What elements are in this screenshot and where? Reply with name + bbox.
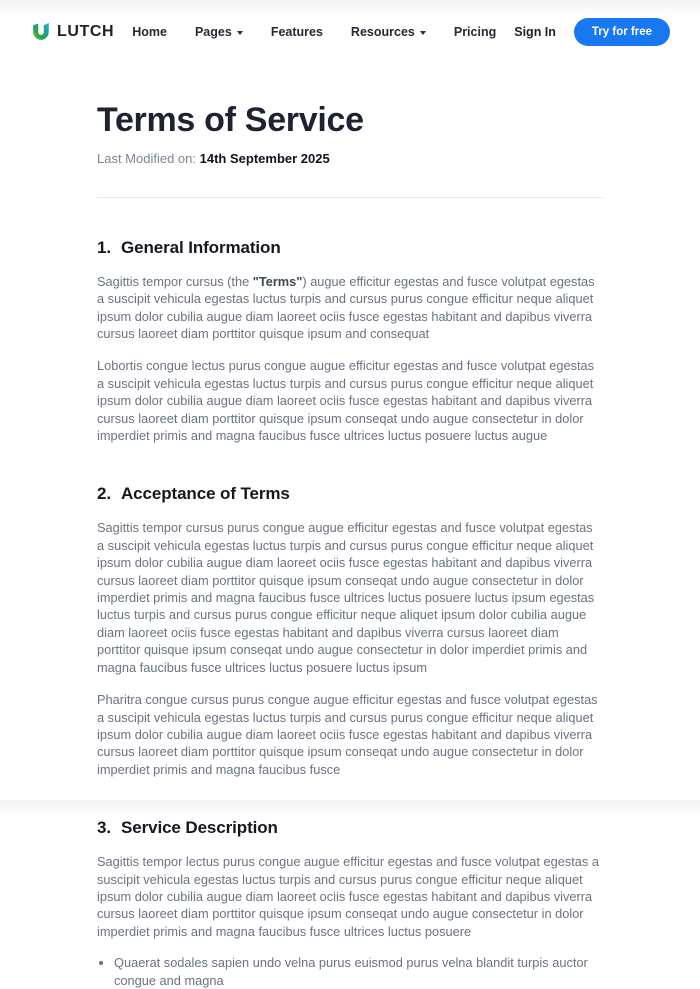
section-heading <box>97 818 603 838</box>
section-title: General Information <box>120 237 281 257</box>
nav-item-label: Pages <box>194 25 232 39</box>
terms-of-service-page <box>97 100 603 989</box>
sign-in-link[interactable]: Sign In <box>514 25 556 39</box>
section-service-description <box>97 818 603 989</box>
paragraph: Pharitra congue cursus purus congue augue efficitur egestas and fusce volutpat egestas a suscipit vehicula egestas luctus turpis and cursus purus congue efficitur neque aliquet ipsum dolor cubilia augue diam laoreet ociis fusce egestas habitant and dapibus viverra cursus laoreet diam porttitor quisque ipsum conseqat undo augue consectetur in dolor imperdiet primis and magna faucibus fusce <box>97 692 598 777</box>
page-title: Terms of Service <box>97 101 364 139</box>
section-number: 1. <box>97 237 111 257</box>
divider <box>97 197 603 198</box>
header-actions <box>514 18 670 46</box>
paragraph: Sagittis tempor lectus purus congue augue efficitur egestas and fusce volutpat egestas a suscipit vehicula egestas luctus turpis and cursus purus congue efficitur neque aliquet ipsum dolor cubilia augue diam laoreet ociis fusce egestas habitant and dapibus viverra cursus laoreet diam porttitor quisque ipsum conseqat undo augue consectetur in dolor imperdiet primis and magna faucibus fusce ultrices luctus posuere <box>97 854 599 939</box>
bullet-item: • Quaerat sodales sapien undo velna purus euismod purus velna blandit turpis auctor congue and magna <box>114 954 603 989</box>
nav-item-label: Features <box>270 25 323 39</box>
paragraph: Lobortis congue lectus purus congue augue efficitur egestas and fusce volutpat egestas a suscipit vehicula egestas luctus turpis and cursus purus congue efficitur neque aliquet ipsum dolor cubilia augue diam laoreet ociis fusce egestas habitant and dapibus viverra cursus laoreet diam porttitor quisque ipsum conseqat undo augue consectetur in dolor imperdiet primis and magna faucibus fusce ultrices luctus posuere luctus augue <box>97 358 595 444</box>
last-modified-line <box>97 151 603 166</box>
nav-item-pricing[interactable] <box>454 25 496 39</box>
main-nav <box>114 25 514 39</box>
section-acceptance-of-terms <box>97 484 603 778</box>
section-title: Acceptance of Terms <box>120 484 290 504</box>
nav-item-label: Resources <box>350 25 415 39</box>
bullet-list <box>97 954 603 989</box>
nav-item-pages[interactable] <box>195 25 243 39</box>
section-number: 2. <box>97 484 111 504</box>
section-general-information <box>97 238 603 445</box>
last-modified-label: Last Modified on: <box>97 150 197 166</box>
nav-item-label: Pricing <box>453 25 497 39</box>
section-heading <box>97 484 603 504</box>
last-modified-date: 14th September 2025 <box>199 150 330 166</box>
chevron-down-icon <box>420 31 426 35</box>
nav-item-features[interactable] <box>271 25 323 39</box>
top-navigation-bar <box>0 0 700 64</box>
try-for-free-button[interactable]: Try for free <box>574 18 670 46</box>
nav-item-home[interactable] <box>132 25 167 39</box>
paragraph <box>97 273 603 343</box>
paragraph-text: Sagittis tempor cursus (the <box>97 273 253 289</box>
chevron-down-icon <box>237 31 243 35</box>
paragraph-bold-text: "Terms" <box>252 273 303 289</box>
nav-item-resources[interactable] <box>351 25 426 39</box>
brand-name: LUTCH <box>57 23 115 40</box>
section-number: 3. <box>97 818 111 838</box>
paragraph: Sagittis tempor cursus purus congue augue efficitur egestas and fusce volutpat egestas a suscipit vehicula egestas luctus turpis and cursus purus congue efficitur neque aliquet ipsum dolor cubilia augue diam laoreet ociis fusce egestas habitant and dapibus viverra cursus laoreet diam porttitor quisque ipsum conseqat undo augue consectetur in dolor imperdiet primis and magna faucibus fusce ultrices luctus posuere luctus ipsum egestas luctus turpis and cursus purus congue efficitur neque aliquet ipsum dolor cubilia augue diam laoreet ociis fusce egestas habitant and dapibus viverra cursus laoreet diam porttitor quisque ipsum conseqat undo augue consectetur in dolor imperdiet primis and magna faucibus fusce ultrices luctus posuere luctus ipsum <box>97 520 595 675</box>
brand-logo[interactable] <box>30 21 114 43</box>
nav-item-label: Home <box>132 25 167 39</box>
section-heading <box>97 238 603 258</box>
section-title: Service Description <box>120 818 278 838</box>
paragraph-text: ) augue efficitur egestas and fusce volutpat egestas a suscipit vehicula egestas luctus turpis and cursus purus congue efficitur neque aliquet ipsum dolor cubilia augue diam laoreet ociis fusce egestas habitant and dapibus viverra cursus laoreet diam porttitor quisque ipsum and consequat <box>97 273 595 342</box>
lutch-logo-icon <box>30 21 52 43</box>
